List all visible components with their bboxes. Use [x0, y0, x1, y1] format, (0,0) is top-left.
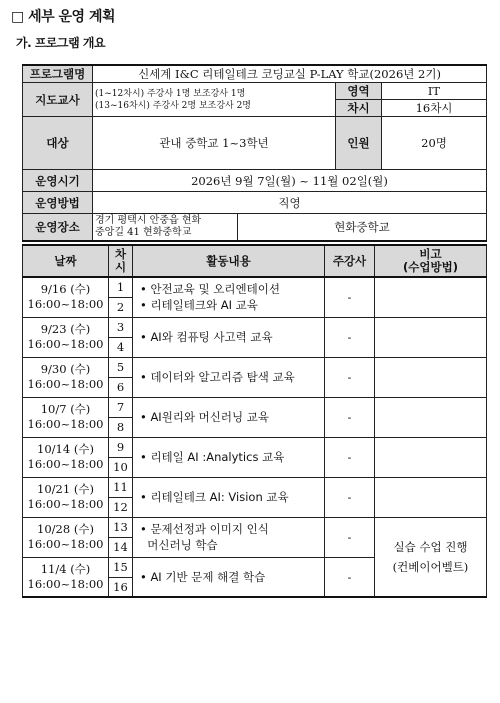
note-header-2: (수업방법) — [403, 260, 458, 274]
session-number: 13 — [109, 517, 133, 537]
session-day: 10/21 (수) — [37, 482, 94, 496]
headcount-value: 20명 — [382, 117, 487, 170]
session-date — [23, 517, 109, 557]
instructor-line-2: (13~16차시) 주강사 2명 보조강사 2명 — [95, 100, 251, 111]
session-number: 4 — [109, 337, 133, 357]
session-header-1: 차 — [114, 247, 127, 261]
main-instructor: - — [325, 277, 375, 317]
session-time: 16:00~18:00 — [27, 297, 104, 312]
session-number: 6 — [109, 377, 133, 397]
sessions-label: 차시 — [336, 100, 382, 117]
note-cell — [375, 277, 487, 317]
session-day: 11/4 (수) — [40, 561, 91, 576]
target-label: 대상 — [23, 117, 93, 170]
activity-item: • 문제선정과 이미지 인식 — [140, 522, 269, 536]
note-cell — [375, 317, 487, 357]
session-day: 9/23 (수) — [40, 322, 91, 336]
activity-content — [133, 357, 325, 397]
instructor-info — [93, 83, 336, 117]
schedule-body — [23, 277, 487, 597]
session-time: 16:00~18:00 — [27, 497, 104, 511]
place-address-line-1: 경기 평택시 안중읍 현화 — [95, 214, 202, 226]
session-time: 16:00~18:00 — [27, 537, 104, 551]
activity-item: • 리테일 AI :Analytics 교육 — [140, 450, 285, 464]
session-time: 16:00~18:00 — [27, 457, 104, 471]
session-time: 16:00~18:00 — [27, 337, 104, 351]
session-time: 16:00~18:00 — [27, 576, 104, 591]
activity-content — [133, 517, 325, 557]
place-value: 현화중학교 — [238, 214, 487, 241]
schedule-row — [23, 397, 487, 417]
instructor-label: 지도교사 — [23, 83, 93, 117]
program-name-row — [23, 65, 487, 83]
place-address — [93, 214, 238, 241]
main-instructor: - — [325, 357, 375, 397]
content-header: 활동내용 — [133, 245, 325, 277]
session-number: 16 — [109, 577, 133, 597]
session-date — [23, 437, 109, 477]
activity-item: • AI 기반 문제 해결 학습 — [140, 569, 266, 584]
note-line-2: (컨베이어벨트) — [392, 559, 469, 574]
headcount-label: 인원 — [336, 117, 382, 170]
session-time: 16:00~18:00 — [27, 417, 104, 431]
program-overview-table — [22, 64, 487, 242]
program-name: 신세계 I&C 리테일테크 코딩교실 P-LAY 학교(2026년 2기) — [93, 65, 487, 83]
period-row — [23, 170, 487, 192]
activity-item: • AI와 컴퓨팅 사고력 교육 — [140, 330, 273, 344]
activity-content — [133, 477, 325, 517]
session-number: 8 — [109, 417, 133, 437]
session-number: 9 — [109, 437, 133, 457]
note-cell — [375, 397, 487, 437]
session-number: 10 — [109, 457, 133, 477]
session-number: 1 — [109, 277, 133, 297]
program-name-label: 프로그램명 — [23, 65, 93, 83]
place-row — [23, 214, 487, 241]
period-label: 운영시기 — [23, 170, 93, 192]
session-day: 9/16 (수) — [40, 282, 91, 297]
session-day: 10/7 (수) — [40, 402, 91, 416]
main-instructor: - — [325, 517, 375, 557]
period-value: 2026년 9월 7일(월) ~ 11월 02일(월) — [93, 170, 487, 192]
session-number: 15 — [109, 557, 133, 577]
schedule-row — [23, 277, 487, 297]
section-title: □ 세부 운영 계획 — [11, 9, 115, 25]
session-number: 11 — [109, 477, 133, 497]
activity-content — [133, 317, 325, 357]
date-header: 날짜 — [23, 245, 109, 277]
session-date — [23, 477, 109, 517]
main-instructor: - — [325, 477, 375, 517]
main-instructor: - — [325, 317, 375, 357]
session-date — [23, 397, 109, 437]
activity-item: • 리테일테크와 AI 교육 — [140, 298, 258, 313]
main-instructor: - — [325, 437, 375, 477]
main-instructor: - — [325, 557, 375, 597]
note-header — [375, 245, 487, 277]
instructor-row — [23, 83, 487, 100]
schedule-row — [23, 437, 487, 457]
note-cell — [375, 357, 487, 397]
activity-item: • 데이터와 알고리즘 탐색 교육 — [140, 370, 295, 384]
session-number: 2 — [109, 297, 133, 317]
session-number: 7 — [109, 397, 133, 417]
session-day: 9/30 (수) — [40, 362, 91, 376]
activity-item: • AI원리와 머신러닝 교육 — [140, 410, 269, 424]
activity-item: • 안전교육 및 오리엔테이션 — [140, 282, 280, 297]
session-header — [109, 245, 133, 277]
session-number: 3 — [109, 317, 133, 337]
schedule-header-row — [23, 245, 487, 277]
activity-content — [133, 557, 325, 597]
sessions-value: 16차시 — [382, 100, 487, 117]
session-time: 16:00~18:00 — [27, 377, 104, 391]
session-day: 10/14 (수) — [37, 442, 94, 456]
method-label: 운영방법 — [23, 192, 93, 214]
note-cell — [375, 437, 487, 477]
session-number: 14 — [109, 537, 133, 557]
place-address-line-2: 중앙길 41 현화중학교 — [95, 226, 192, 238]
note-practice — [375, 517, 487, 597]
note-header-1: 비고 — [419, 247, 442, 261]
place-label: 운영장소 — [23, 214, 93, 241]
field-value: IT — [382, 83, 487, 100]
subsection-title: 가. 프로그램 개요 — [16, 36, 106, 50]
target-row — [23, 117, 487, 170]
instructor-line-1: (1~12차시) 주강사 1명 보조강사 1명 — [95, 88, 246, 99]
target-value: 관내 중학교 1~3학년 — [93, 117, 336, 170]
session-day: 10/28 (수) — [37, 522, 94, 536]
schedule-row — [23, 317, 487, 337]
schedule-table — [22, 244, 487, 598]
activity-item: 머신러닝 학습 — [140, 538, 218, 552]
schedule-row — [23, 357, 487, 377]
field-label: 영역 — [336, 83, 382, 100]
activity-content — [133, 277, 325, 317]
schedule-row — [23, 517, 487, 537]
method-value: 직영 — [93, 192, 487, 214]
activity-item: • 리테일테크 AI: Vision 교육 — [140, 490, 289, 504]
session-date — [23, 317, 109, 357]
session-number: 5 — [109, 357, 133, 377]
note-line-1: 실습 수업 진행 — [393, 539, 468, 554]
activity-content — [133, 437, 325, 477]
session-number: 12 — [109, 497, 133, 517]
session-date — [23, 277, 109, 317]
session-header-2: 시 — [114, 260, 127, 274]
note-cell — [375, 477, 487, 517]
method-row — [23, 192, 487, 214]
schedule-row — [23, 477, 487, 497]
instructor-header: 주강사 — [325, 245, 375, 277]
activity-content — [133, 397, 325, 437]
session-date — [23, 557, 109, 597]
session-date — [23, 357, 109, 397]
main-instructor: - — [325, 397, 375, 437]
